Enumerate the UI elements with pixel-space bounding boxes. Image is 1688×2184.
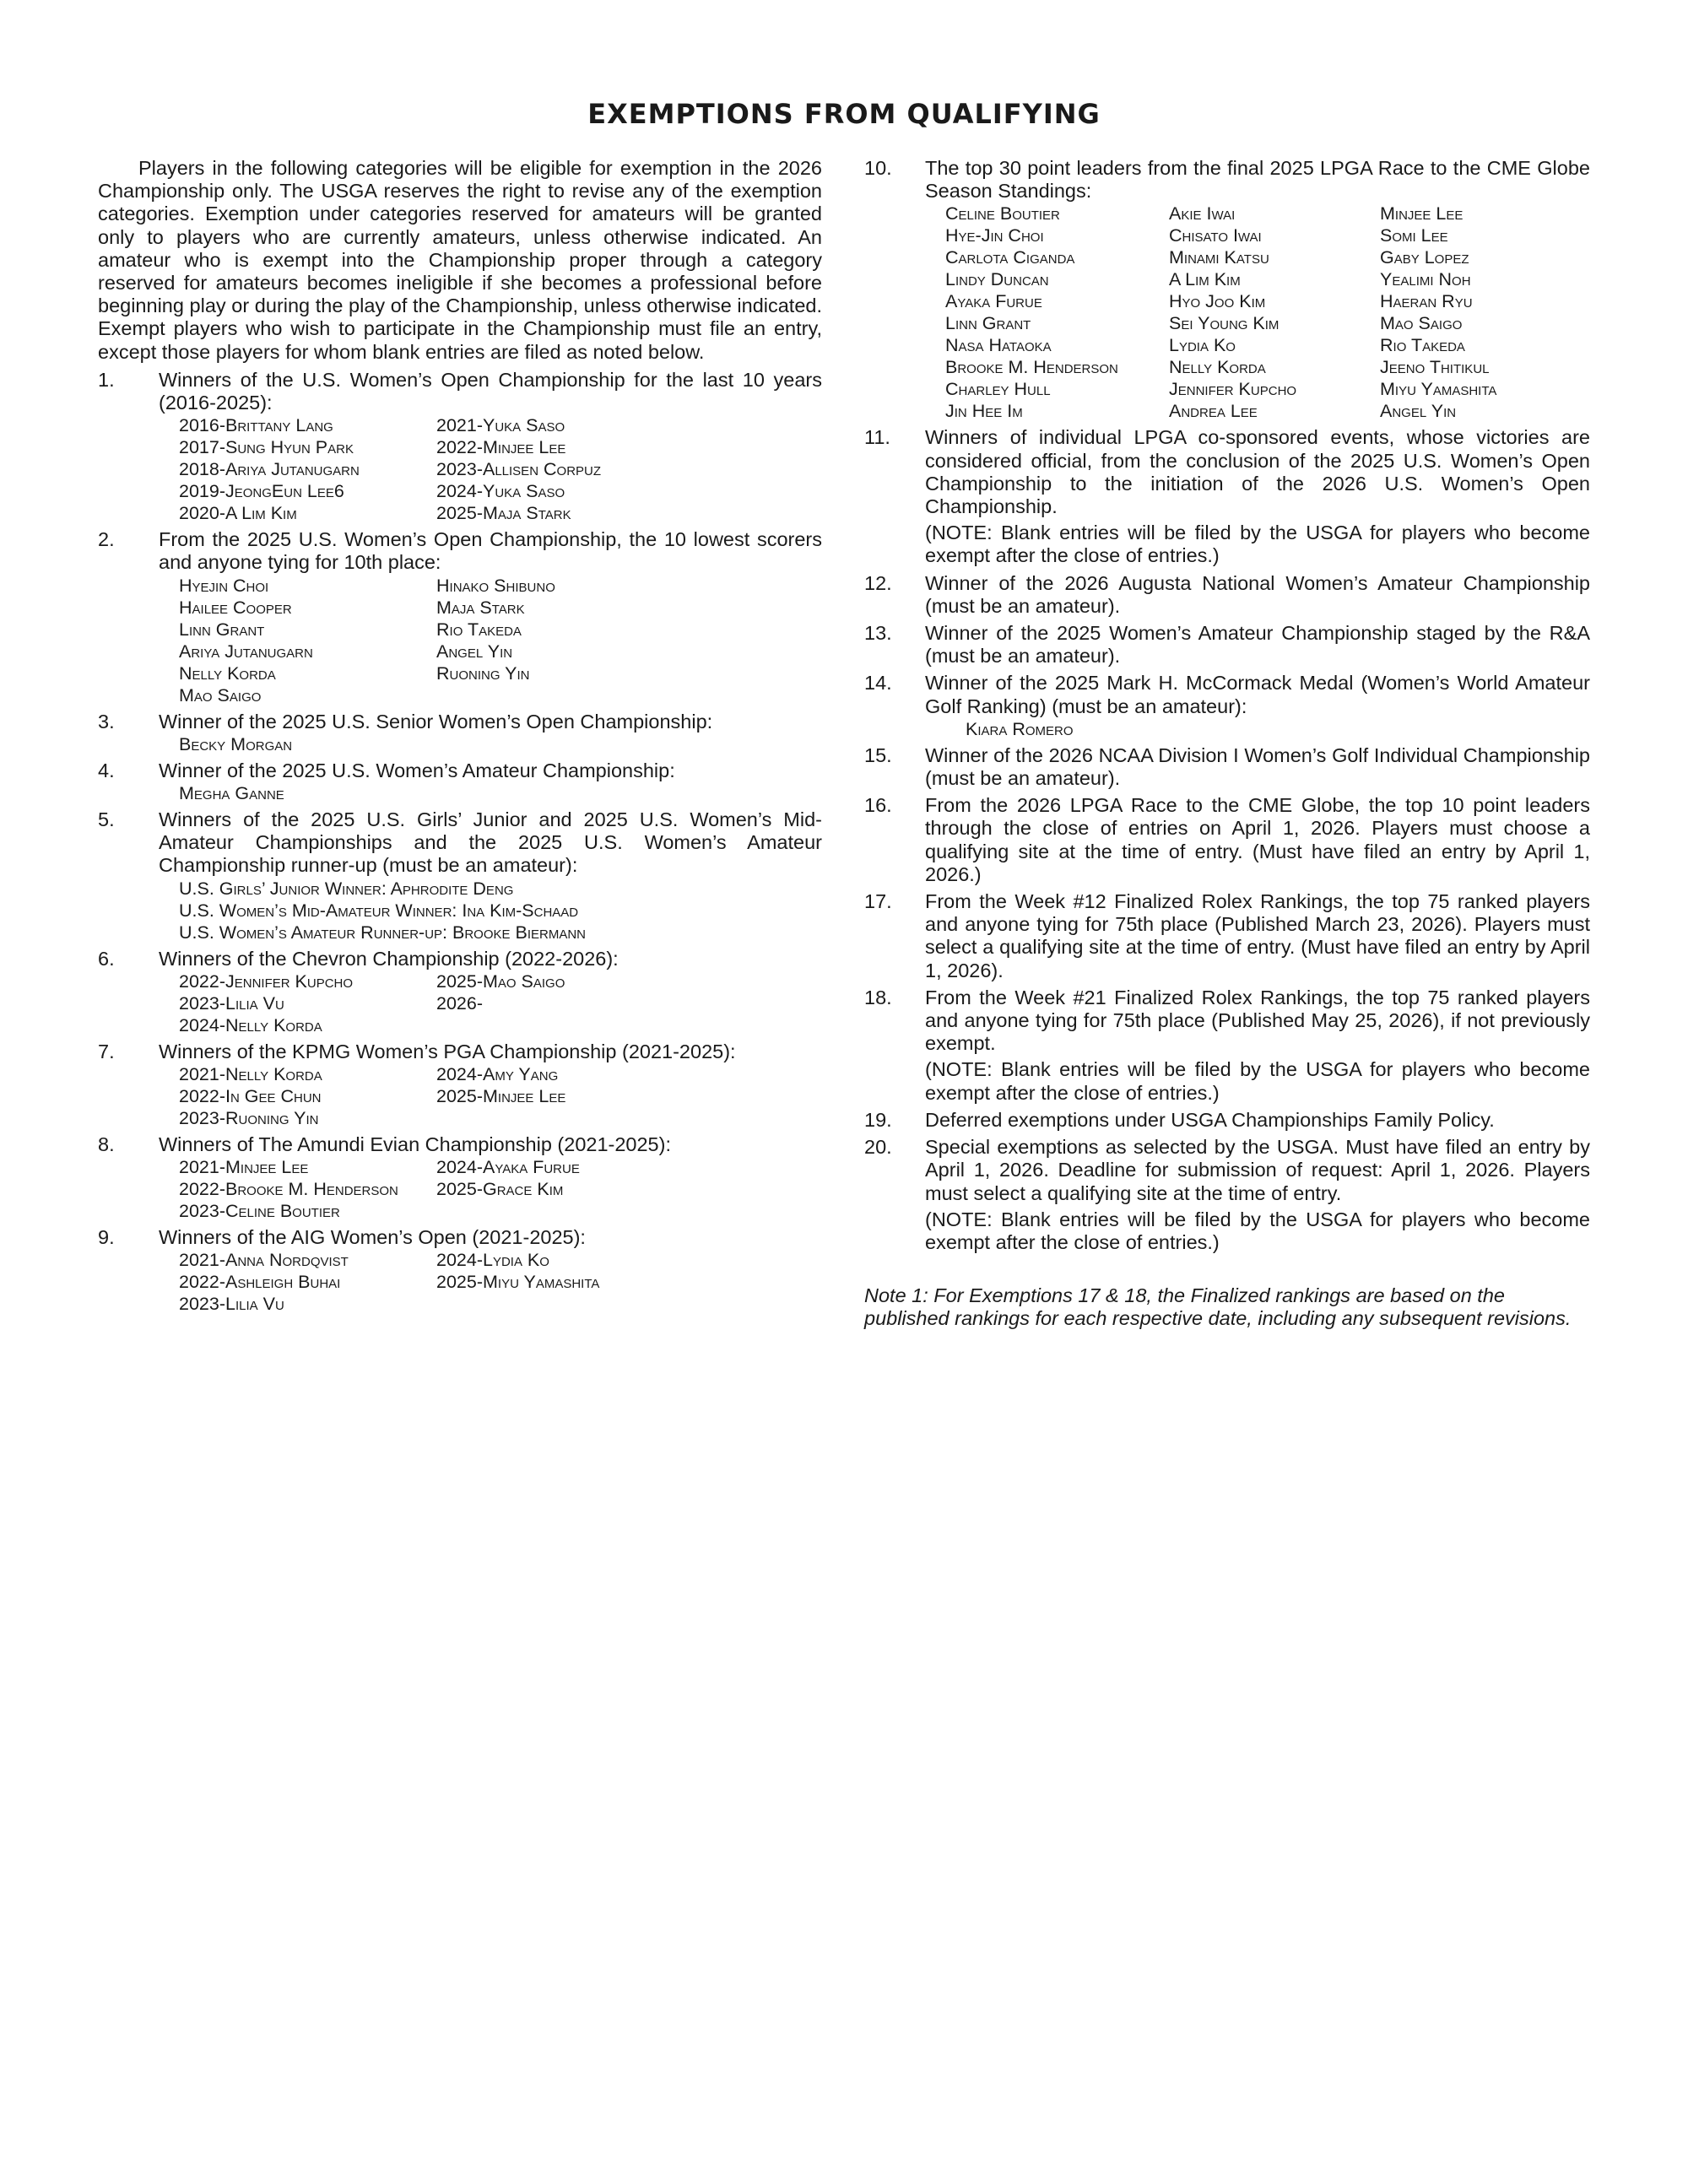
winner-name: 2021-Minjee Lee bbox=[179, 1157, 309, 1178]
winner-name: Maja Stark bbox=[436, 597, 525, 618]
exemption-number: 9. bbox=[98, 1226, 115, 1249]
winner-name: 2025-Mao Saigo bbox=[436, 970, 565, 992]
exemption-description: From the 2025 U.S. Women’s Open Championship, the 10 lowest scorers and anyone tying for 10th place: bbox=[159, 528, 822, 574]
exemption-description: Winners of The Amundi Evian Championship (2021-2025): bbox=[159, 1133, 671, 1156]
player-name: Brooke M. Henderson bbox=[945, 357, 1118, 378]
exemption-item bbox=[98, 760, 822, 804]
winner-name: 2026- bbox=[436, 992, 483, 1014]
exemption-item bbox=[864, 157, 1590, 422]
exemption-number: 1. bbox=[98, 368, 115, 391]
page-title: EXEMPTIONS FROM QUALIFYING bbox=[587, 98, 1101, 130]
player-name: A Lim Kim bbox=[1169, 269, 1241, 290]
exemption-description: The top 30 point leaders from the final 2025 LPGA Race to the CME Globe Season Standings: bbox=[925, 157, 1590, 203]
winner-name: Hailee Cooper bbox=[179, 597, 292, 618]
player-name: Somi Lee bbox=[1380, 225, 1448, 246]
winner-list bbox=[925, 718, 1590, 740]
left-column bbox=[98, 157, 822, 1319]
exemption-note: (NOTE: Blank entries will be filed by the USGA for players who become exempt after the close of entries.) bbox=[925, 522, 1590, 567]
winner-name: 2019-JeongEun Lee6 bbox=[179, 481, 344, 502]
winner-name: 2022-Jennifer Kupcho bbox=[179, 970, 354, 992]
winners-list bbox=[159, 1156, 822, 1222]
exemption-description: Winners of the KPMG Women’s PGA Championship (2021-2025): bbox=[159, 1040, 736, 1062]
exemption-item bbox=[98, 1041, 822, 1129]
left-exemption-list bbox=[98, 369, 822, 1316]
winner-name: 2022-Minjee Lee bbox=[436, 437, 566, 458]
winner-name: 2021-Anna Nordqvist bbox=[179, 1250, 349, 1271]
winners-list bbox=[159, 414, 822, 524]
exemption-description: Winner of the 2025 Women’s Amateur Championship staged by the R&A (must be an amateur). bbox=[925, 622, 1590, 668]
exemption-number: 18. bbox=[864, 986, 892, 1008]
player-name: Sei Young Kim bbox=[1169, 313, 1280, 334]
exemption-number: 8. bbox=[98, 1133, 115, 1156]
exemption-description: Special exemptions as selected by the USGA. Must have filed an entry by April 1, 2026. Deadline for submission of request: April 1, 2026. Players must select a qualifying site at the time of entry. bbox=[925, 1136, 1590, 1204]
exemption-item bbox=[864, 622, 1590, 668]
player-name: Nasa Hataoka bbox=[945, 335, 1052, 356]
player-name: Lindy Duncan bbox=[945, 269, 1049, 290]
player-name: Rio Takeda bbox=[1380, 335, 1465, 356]
winner-name: 2023-Celine Boutier bbox=[179, 1201, 340, 1222]
intro-paragraph: Players in the following categories will be eligible for exemption in the 2026 Championship only. The USGA reserves the right to revise any of the exemption categories. Exemption under categories reserved for amateurs will be granted only to players who are currently amateurs, unless otherwise indicated. An amateur who is exempt into the Championship proper through a category reserved for amateurs becomes ineligible if she becomes a professional before beginning play or during the play of the Championship, unless otherwise indicated. Exempt players who wish to participate in the Championship must file an entry, except those players for whom blank entries are filed as noted below. bbox=[98, 157, 822, 363]
exemption-number: 17. bbox=[864, 890, 892, 913]
exemption-item bbox=[98, 1133, 822, 1222]
winners-list bbox=[159, 970, 822, 1036]
winner-name: 2021-Yuka Saso bbox=[436, 415, 565, 436]
right-exemption-list bbox=[864, 157, 1590, 1254]
player-name: Miyu Yamashita bbox=[1380, 379, 1497, 400]
exemption-number: 11. bbox=[864, 426, 890, 449]
player-name: Hye-Jin Choi bbox=[945, 225, 1044, 246]
winner-list bbox=[159, 733, 822, 755]
winners-list bbox=[159, 575, 822, 706]
winner-name: Ruoning Yin bbox=[436, 662, 530, 684]
winner-name: U.S. Women’s Mid-Amateur Winner: Ina Kim-Schaad bbox=[179, 900, 579, 921]
exemption-item bbox=[864, 890, 1590, 982]
winners-list bbox=[159, 1249, 822, 1315]
winner-name: 2023-Ruoning Yin bbox=[179, 1108, 319, 1129]
player-name: Yealimi Noh bbox=[1380, 269, 1471, 290]
player-name: Mao Saigo bbox=[1380, 313, 1463, 334]
exemption-number: 4. bbox=[98, 759, 115, 781]
exemption-description: Winner of the 2025 U.S. Senior Women’s Open Championship: bbox=[159, 710, 713, 733]
winner-name: 2022-In Gee Chun bbox=[179, 1086, 322, 1107]
winner-list bbox=[159, 782, 822, 804]
exemption-item bbox=[98, 369, 822, 524]
exemption-item bbox=[864, 744, 1590, 790]
winner-list bbox=[159, 878, 822, 943]
standings-list bbox=[925, 203, 1590, 422]
player-name: Akie Iwai bbox=[1169, 203, 1236, 224]
exemption-item bbox=[864, 1136, 1590, 1254]
player-name: Andrea Lee bbox=[1169, 401, 1258, 422]
exemption-description: Winners of the AIG Women’s Open (2021-2025): bbox=[159, 1226, 586, 1249]
player-name: Jennifer Kupcho bbox=[1169, 379, 1297, 400]
exemption-item bbox=[864, 1109, 1590, 1132]
winner-name: 2025-Grace Kim bbox=[436, 1179, 564, 1200]
exemption-description: Winner of the 2025 Mark H. McCormack Medal (Women’s World Amateur Golf Ranking) (must be an amateur): bbox=[925, 672, 1590, 717]
player-name: Lydia Ko bbox=[1169, 335, 1236, 356]
winner-name: 2025-Minjee Lee bbox=[436, 1086, 566, 1107]
winner-name: Mao Saigo bbox=[179, 684, 262, 705]
exemption-number: 15. bbox=[864, 743, 892, 766]
footnote: Note 1: For Exemptions 17 & 18, the Finalized rankings are based on the published rankings for each respective date, including any subsequent revisions. bbox=[864, 1284, 1572, 1330]
winner-name: 2018-Ariya Jutanugarn bbox=[179, 459, 360, 480]
winners-list bbox=[159, 1063, 822, 1129]
winner-name: U.S. Women’s Amateur Runner-up: Brooke Biermann bbox=[179, 922, 586, 943]
exemption-number: 7. bbox=[98, 1040, 115, 1062]
winner-name: 2023-Lilia Vu bbox=[179, 992, 284, 1014]
winner-name: Ariya Jutanugarn bbox=[179, 641, 313, 662]
winner-name: U.S. Girls’ Junior Winner: Aphrodite Deng bbox=[179, 878, 514, 899]
winner-name: 2023-Lilia Vu bbox=[179, 1294, 284, 1315]
player-name: Nelly Korda bbox=[1169, 357, 1266, 378]
exemption-description: Winners of the 2025 U.S. Girls’ Junior and 2025 U.S. Women’s Mid-Amateur Championships and the 2025 U.S. Women’s Amateur Championship runner-up (must be an amateur): bbox=[159, 808, 822, 877]
winner-name: Hinako Shibuno bbox=[436, 575, 555, 596]
exemption-item bbox=[98, 948, 822, 1036]
winner-name: 2025-Maja Stark bbox=[436, 503, 571, 524]
exemption-description: Winners of individual LPGA co-sponsored events, whose victories are considered official, from the conclusion of the 2025 U.S. Women’s Open Championship to the initiation of the 2026 U.S. Women’s Open Championship. bbox=[925, 426, 1590, 518]
winner-name: 2020-A Lim Kim bbox=[179, 503, 297, 524]
exemption-number: 10. bbox=[864, 157, 892, 179]
player-name: Gaby Lopez bbox=[1380, 247, 1469, 268]
winner-name: Kiara Romero bbox=[966, 718, 1074, 739]
winner-name: 2024-Amy Yang bbox=[436, 1064, 559, 1085]
winner-name: 2022-Ashleigh Buhai bbox=[179, 1272, 341, 1293]
exemption-number: 16. bbox=[864, 794, 892, 817]
exemption-number: 20. bbox=[864, 1136, 892, 1159]
winner-name: 2024-Yuka Saso bbox=[436, 481, 565, 502]
exemption-item bbox=[98, 808, 822, 943]
winner-name: Megha Ganne bbox=[179, 783, 284, 804]
exemption-note: (NOTE: Blank entries will be filed by the USGA for players who become exempt after the close of entries.) bbox=[925, 1208, 1590, 1253]
exemption-description: Winner of the 2026 NCAA Division I Women’s Golf Individual Championship (must be an amateur). bbox=[925, 743, 1590, 790]
player-name: Linn Grant bbox=[945, 313, 1031, 334]
player-name: Chisato Iwai bbox=[1169, 225, 1262, 246]
winner-name: 2022-Brooke M. Henderson bbox=[179, 1179, 398, 1200]
exemption-item bbox=[864, 572, 1590, 618]
exemption-item bbox=[864, 672, 1590, 739]
exemption-description: From the Week #21 Finalized Rolex Rankings, the top 75 ranked players and anyone tying for 75th place (Published May 25, 2026), if not previously exempt. bbox=[925, 986, 1590, 1055]
player-name: Minami Katsu bbox=[1169, 247, 1269, 268]
exemption-number: 3. bbox=[98, 710, 115, 733]
exemption-number: 6. bbox=[98, 947, 115, 970]
exemption-number: 5. bbox=[98, 808, 115, 831]
exemption-number: 2. bbox=[98, 528, 115, 551]
winner-name: Linn Grant bbox=[179, 619, 265, 640]
exemption-item bbox=[98, 528, 822, 705]
exemption-description: From the Week #12 Finalized Rolex Rankings, the top 75 ranked players and anyone tying for 75th place (Published March 23, 2026). Players must select a qualifying site at the time of entry. (Must have filed an entry by April 1, 2026). bbox=[925, 890, 1590, 981]
winner-name: 2021-Nelly Korda bbox=[179, 1064, 322, 1085]
exemption-number: 13. bbox=[864, 622, 892, 645]
winner-name: Rio Takeda bbox=[436, 619, 522, 640]
exemption-description: Winners of the Chevron Championship (2022-2026): bbox=[159, 947, 619, 970]
winner-name: Becky Morgan bbox=[179, 733, 293, 754]
winner-name: 2025-Miyu Yamashita bbox=[436, 1272, 600, 1293]
winner-name: 2024-Ayaka Furue bbox=[436, 1157, 580, 1178]
winner-name: Hyejin Choi bbox=[179, 575, 269, 596]
exemption-description: Deferred exemptions under USGA Championships Family Policy. bbox=[925, 1108, 1495, 1131]
exemption-note: (NOTE: Blank entries will be filed by the USGA for players who become exempt after the close of entries.) bbox=[925, 1058, 1590, 1104]
exemption-description: Winners of the U.S. Women’s Open Championship for the last 10 years (2016-2025): bbox=[159, 368, 822, 414]
right-column bbox=[864, 157, 1590, 1331]
exemption-number: 14. bbox=[864, 672, 892, 695]
winner-name: 2024-Nelly Korda bbox=[179, 1014, 322, 1035]
exemption-item bbox=[864, 426, 1590, 567]
exemption-number: 12. bbox=[864, 571, 892, 594]
winner-name: 2016-Brittany Lang bbox=[179, 415, 333, 436]
player-name: Hyo Joo Kim bbox=[1169, 291, 1266, 312]
player-name: Jin Hee Im bbox=[945, 401, 1023, 422]
winner-name: 2024-Lydia Ko bbox=[436, 1250, 549, 1271]
exemption-description: Winner of the 2025 U.S. Women’s Amateur Championship: bbox=[159, 759, 675, 781]
exemption-description: Winner of the 2026 Augusta National Women’s Amateur Championship (must be an amateur). bbox=[925, 571, 1590, 617]
player-name: Jeeno Thitikul bbox=[1380, 357, 1490, 378]
player-name: Charley Hull bbox=[945, 379, 1051, 400]
player-name: Ayaka Furue bbox=[945, 291, 1042, 312]
player-name: Carlota Ciganda bbox=[945, 247, 1075, 268]
exemption-item bbox=[98, 1226, 822, 1315]
exemption-number: 19. bbox=[864, 1108, 892, 1131]
exemption-item bbox=[864, 794, 1590, 886]
player-name: Minjee Lee bbox=[1380, 203, 1463, 224]
player-name: Angel Yin bbox=[1380, 401, 1457, 422]
winner-name: 2017-Sung Hyun Park bbox=[179, 437, 354, 458]
exemption-item bbox=[98, 711, 822, 755]
winner-name: 2023-Allisen Corpuz bbox=[436, 459, 602, 480]
player-name: Celine Boutier bbox=[945, 203, 1060, 224]
exemption-description: From the 2026 LPGA Race to the CME Globe, the top 10 point leaders through the close of entries on April 1, 2026. Players must choose a qualifying site at the time of entry. (Must have filed an entry by April 1, 2026.) bbox=[925, 794, 1590, 885]
player-name: Haeran Ryu bbox=[1380, 291, 1473, 312]
winner-name: Nelly Korda bbox=[179, 662, 276, 684]
winner-name: Angel Yin bbox=[436, 641, 513, 662]
exemption-item bbox=[864, 987, 1590, 1105]
